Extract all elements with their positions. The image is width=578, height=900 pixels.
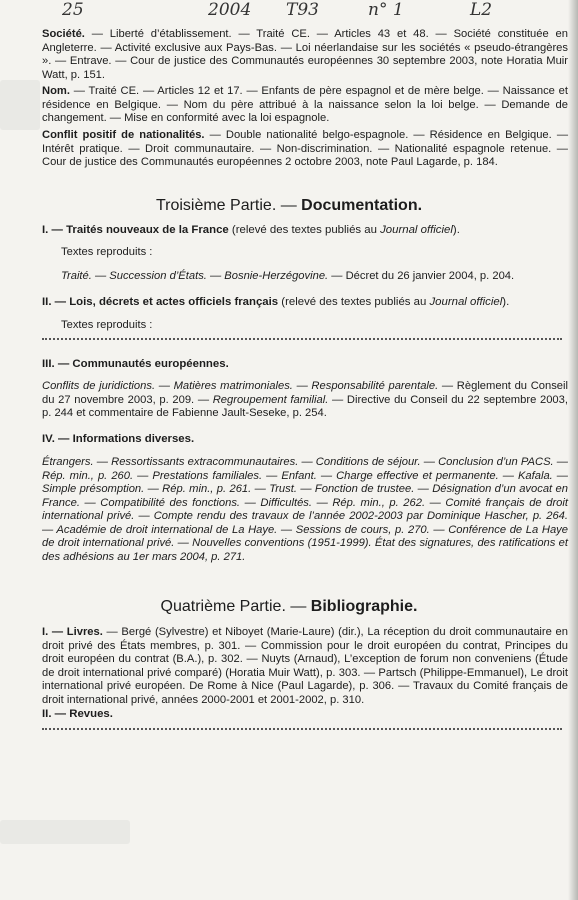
- section-reviews: [42, 708, 568, 720]
- handwritten-note-4: n° 1: [368, 0, 404, 20]
- dotted-leader-2: [42, 725, 562, 730]
- part-three-prefix: Troisième Partie. —: [155, 197, 302, 214]
- section-number: II. —: [42, 708, 70, 720]
- treaty-item-ref: Décret du 26 janvier 2004, p. 204.: [345, 270, 515, 282]
- entry-societe: [42, 28, 568, 82]
- communities-topic: Conflits de juridictions. — Matières matrimoniales. — Responsabilité parentale. —: [42, 380, 457, 392]
- communities-ref: Règlement du Conseil du 27 novembre 2003, p. 209. —: [42, 380, 568, 406]
- communities-topic-2: Regroupement familial. —: [212, 393, 347, 406]
- handwritten-note-1: 25: [62, 0, 84, 20]
- entry-text: — Liberté d’établissement. — Traité CE. — Articles 43 et 48. — Société constituée en Angleterre. — Activité exclusive aux Pays-Bas. — Loi néerlandaise sur les sociétés « pseudo-étrangères ». — Entrave. — Cour de justice des Communautés européennes 30 septembre 2003, note Horatia Muir Watt, p. 151.: [42, 28, 568, 81]
- section-note: (relevé des textes publiés au: [228, 224, 381, 236]
- entry-text: — Double nationalité belgo-espagnole. — Résidence en Belgique. — Intérêt pratique. — Droit communautaire. — Non-discrimination. — Nationalité espagnole retenue. — Cour de justice des Communautés européennes 2 octobre 2003, note Paul Lagarde, p. 184.: [42, 129, 569, 168]
- communities-text: [42, 380, 568, 421]
- treaty-item: [61, 270, 566, 282]
- part-four-heading: [0, 598, 578, 616]
- section-note-end: ).: [452, 224, 460, 236]
- section-title: Traités nouveaux de la France: [66, 224, 229, 236]
- handwritten-note-2: 2004: [208, 0, 252, 20]
- section-communities: [42, 358, 568, 370]
- section-number: II. —: [42, 296, 70, 308]
- section-title: Revues.: [69, 708, 113, 720]
- section-number: I. —: [42, 224, 67, 236]
- entry-conflit: [42, 129, 568, 170]
- journal-name: Journal officiel: [380, 224, 453, 236]
- section-note: (relevé des textes publiés au: [278, 296, 430, 308]
- entry-head: Conflit positif de nationalités.: [42, 129, 205, 141]
- entry-head: Nom.: [42, 85, 70, 97]
- handwritten-note-3: T93: [286, 0, 319, 20]
- section-treaties: [42, 224, 568, 236]
- handwritten-note-5: L2: [470, 0, 493, 20]
- informations-text: [42, 456, 568, 564]
- entry-text: — Traité CE. — Articles 12 et 17. — Enfants de père espagnol et de mère belge. — Naissance et résidence en Belgique. — Nom du père attribué à la naissance selon la loi belge. — Demande de changement. — Mise en conformité avec la loi espagnole.: [42, 85, 568, 124]
- section-informations: [42, 433, 568, 445]
- texts-reproduced-label: Textes reproduits :: [61, 246, 153, 258]
- texts-reproduced-label-2: Textes reproduits :: [61, 319, 153, 331]
- scan-smudge: [0, 80, 40, 130]
- books-section: [42, 626, 568, 707]
- section-title: Livres.: [66, 626, 103, 638]
- section-title: Lois, décrets et actes officiels français: [69, 296, 279, 308]
- entry-nom: [42, 85, 568, 126]
- scan-smudge: [0, 820, 130, 844]
- dotted-leader: [42, 335, 562, 340]
- part-three-title: Documentation.: [301, 197, 423, 214]
- part-three-heading: [0, 197, 578, 215]
- section-number: I. —: [42, 626, 67, 638]
- entry-head: Société.: [42, 28, 85, 40]
- section-title: Informations diverses.: [72, 433, 195, 445]
- communities-ref-2: Directive du Conseil du 22 septembre 2003, p. 244 et commentaire de Fabienne Jault-Seseke, p. 254.: [42, 393, 568, 419]
- page-edge-shadow: [568, 0, 578, 900]
- books-text: — Bergé (Sylvestre) et Niboyet (Marie-Laure) (dir.), La réception du droit communautaire en droit privé des États membres, p. 301. — Commission pour le droit européen du contrat, Principes du droit européen du contrat (B.A.), p. 302. — Nuyts (Arnaud), L’exception de forum non conveniens (Étude de droit international privé comparé) (Horatia Muir Watt), p. 303. — Partsch (Philippe-Emmanuel), Le droit international privé européen. De Rome à Nice (Paul Lagarde), p. 306. — Travaux du Comité français de droit international privé, années 2000-2001 et 2001-2002, p. 310.: [42, 626, 568, 706]
- journal-name: Journal officiel: [429, 296, 503, 308]
- informations-body: Étrangers. — Ressortissants extracommunautaires. — Conditions de séjour. — Conclusion d’un PACS. — Rép. min., p. 260. — Prestations familiales. — Enfant. — Charge effective et permanente. — Kafala. — Simple présomption. — Rép. min., p. 261. — Trust. — Fonction de trustee. — Désignation d’un avocat en France. — Compatibilité des fonctions. — Difficultés. — Rép. min., p. 262. — Comité français de droit international privé. — Compte rendu des travaux de l’année 2002-2003 par Dominique Hascher, p. 264. — Académie de droit international de La Haye. — Sessions de cours, p. 270. — Conférence de La Haye de droit international privé. — Nouvelles conventions (1951-1999). État des signatures, des ratifications et des adhésions au 1er mars 2004, p. 271.: [42, 456, 568, 563]
- section-title: Communautés européennes.: [72, 358, 229, 370]
- section-laws: [42, 296, 568, 308]
- treaty-item-title: Traité. — Succession d’États. — Bosnie-Herzégovine. —: [61, 270, 346, 282]
- section-number: IV. —: [42, 433, 73, 445]
- part-four-prefix: Quatrième Partie. —: [160, 598, 311, 615]
- section-note-end: ).: [502, 296, 510, 308]
- part-four-title: Bibliographie.: [310, 598, 418, 615]
- section-number: III. —: [42, 358, 73, 370]
